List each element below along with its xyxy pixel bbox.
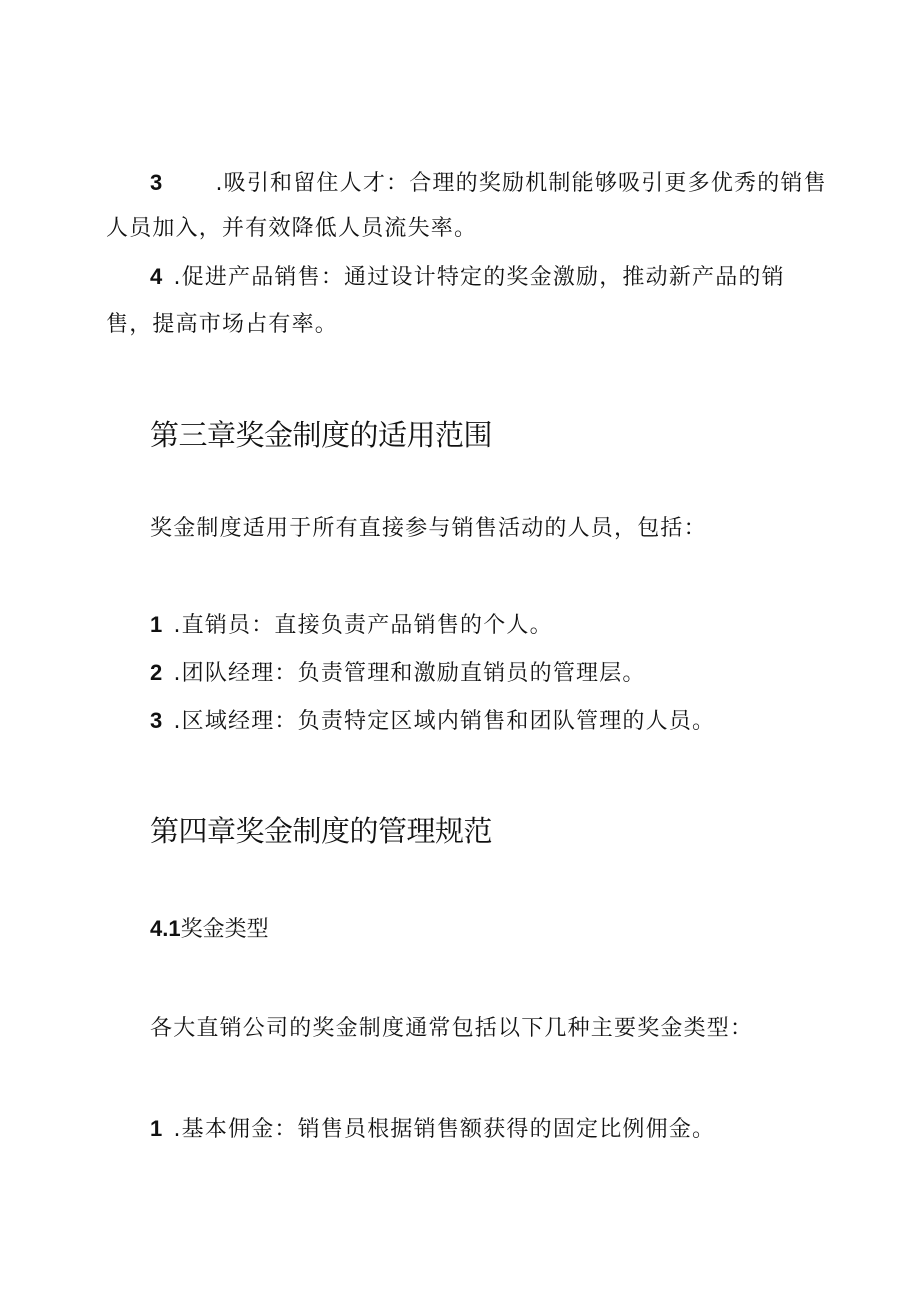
- list-item-text: .团队经理：负责管理和激励直销员的管理层。: [173, 661, 646, 686]
- chapter-heading: 第四章奖金制度的管理规范: [150, 814, 493, 848]
- list-item: [150, 706, 715, 737]
- list-item-text: .促进产品销售：通过设计特定的奖金激励，推动新产品的销: [173, 265, 785, 290]
- list-item-text: .区域经理：负责特定区域内销售和团队管理的人员。: [173, 709, 716, 734]
- section-heading: [150, 914, 269, 945]
- list-item: [150, 1114, 715, 1145]
- list-item: [150, 658, 646, 689]
- list-item-number: 1: [150, 1116, 164, 1141]
- list-item: [150, 262, 785, 293]
- chapter-heading: 第三章奖金制度的适用范围: [150, 418, 493, 452]
- list-item-continuation: 人员加入，并有效降低人员流失率。: [106, 216, 478, 241]
- section-title: 奖金类型: [180, 917, 269, 942]
- paragraph: 奖金制度适用于所有直接参与销售活动的人员，包括：: [150, 516, 707, 541]
- paragraph: 各大直销公司的奖金制度通常包括以下几种主要奖金类型：: [150, 1016, 754, 1041]
- list-item-number: 3: [150, 170, 164, 195]
- list-item: [150, 168, 827, 199]
- list-item-number: 4: [150, 264, 164, 289]
- section-number: 4.1: [150, 916, 181, 941]
- list-item-number: 1: [150, 612, 164, 637]
- list-item-number: 3: [150, 708, 164, 733]
- list-item-text: .直销员：直接负责产品销售的个人。: [173, 613, 553, 638]
- list-item-number: 2: [150, 660, 164, 685]
- list-item-continuation: 售，提高市场占有率。: [106, 312, 339, 337]
- list-item: [150, 610, 553, 641]
- list-item-text: .基本佣金：销售员根据销售额获得的固定比例佣金。: [173, 1117, 716, 1142]
- list-item-text: .吸引和留住人才：合理的奖励机制能够吸引更多优秀的销售: [215, 171, 827, 196]
